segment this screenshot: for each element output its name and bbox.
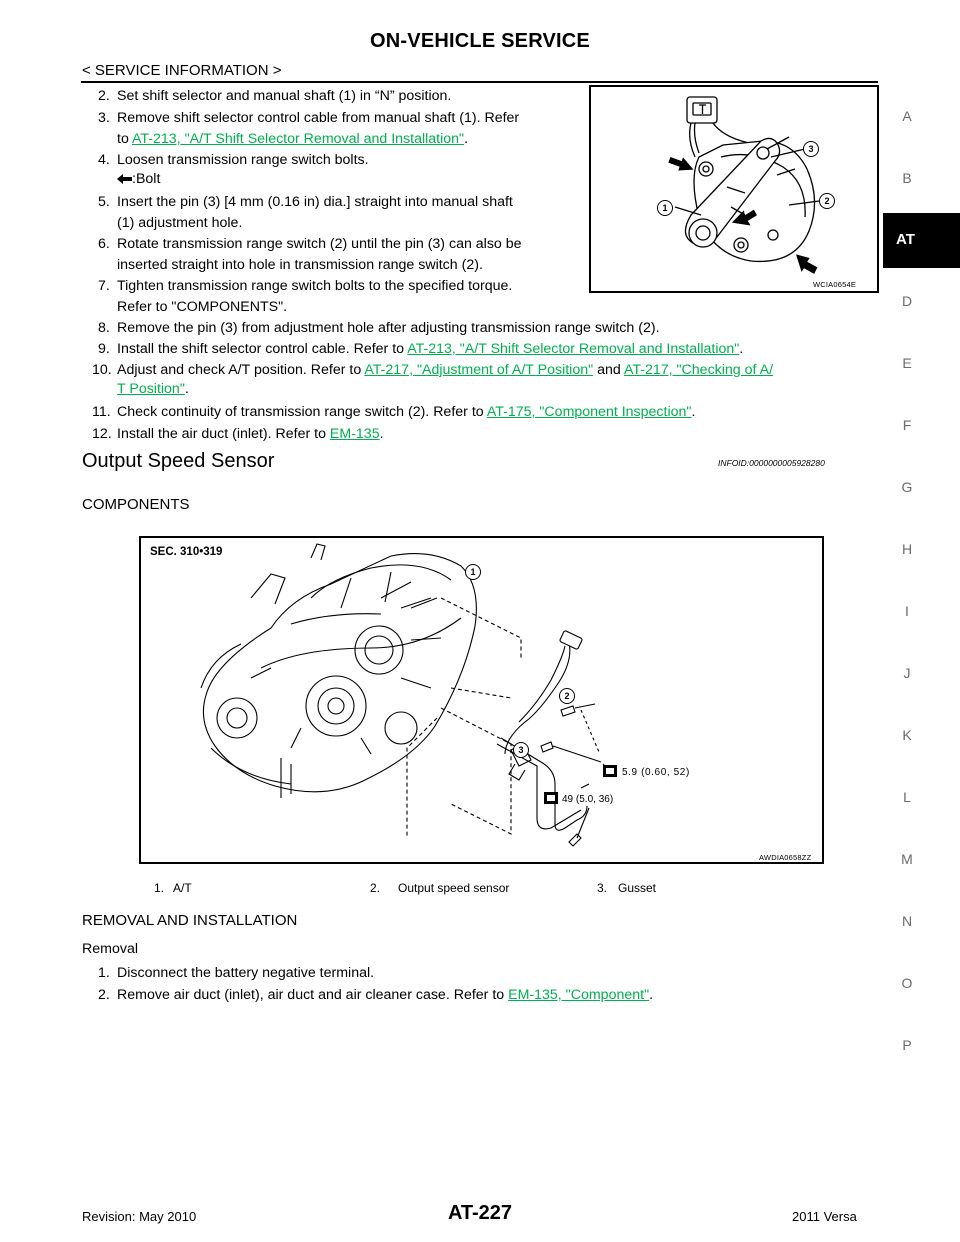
step-text-pre: Remove air duct (inlet), air duct and air cleaner case. Refer to <box>117 987 509 1003</box>
callout-2: 2 <box>819 193 835 209</box>
step-number: 5. <box>98 194 110 210</box>
step-number: 3. <box>98 110 110 126</box>
info-id: INFOID:0000000005928280 <box>718 458 825 468</box>
tab-k[interactable]: K <box>902 727 912 743</box>
figure-code: AWDIA0658ZZ <box>759 853 812 862</box>
step-number: 8. <box>98 320 110 336</box>
link-at-217-adjust[interactable]: AT-217, "Adjustment of A/T Position" <box>364 362 594 378</box>
step-text-post: . <box>691 404 696 420</box>
step-text <box>117 402 695 423</box>
removal-installation-heading: REMOVAL AND INSTALLATION <box>82 912 298 929</box>
step-text-pre: Adjust and check A/T position. Refer to <box>117 362 365 378</box>
step-text: Set shift selector and manual shaft (1) in “N” position. <box>117 88 452 104</box>
tab-l[interactable]: L <box>903 789 911 805</box>
tab-at-label: AT <box>896 231 915 248</box>
tab-j[interactable]: J <box>903 665 911 681</box>
step-text-line2 <box>117 129 468 150</box>
bolt-arrow-icon <box>117 174 132 184</box>
tab-o[interactable]: O <box>901 975 913 991</box>
link-at-217-check-cont[interactable]: T Position" <box>117 381 185 397</box>
tab-n[interactable]: N <box>901 913 913 929</box>
range-switch-illustration <box>589 85 879 293</box>
legend-number: 2. <box>370 881 381 895</box>
callout-3: 3 <box>513 742 529 758</box>
tab-p[interactable]: P <box>902 1037 912 1053</box>
step-text-line2: (1) adjustment hole. <box>117 215 243 231</box>
step-number: 1. <box>98 965 110 981</box>
components-illustration <box>139 536 824 864</box>
components-heading: COMPONENTS <box>82 496 190 513</box>
tab-h[interactable]: H <box>901 541 913 557</box>
step-text-post: . <box>184 381 189 397</box>
legend-number: 3. <box>597 881 608 895</box>
legend-label: Gusset <box>618 881 657 895</box>
step-text <box>117 339 743 360</box>
link-at-175[interactable]: AT-175, "Component Inspection" <box>486 404 692 420</box>
step-text-pre: Install the air duct (inlet). Refer to <box>117 426 330 442</box>
revision-date: Revision: May 2010 <box>82 1209 197 1224</box>
link-em-135-component[interactable]: EM-135, "Component" <box>508 987 650 1003</box>
tab-m[interactable]: M <box>901 851 913 867</box>
tab-at-active[interactable] <box>883 213 960 268</box>
step-text-mid: and <box>593 362 624 378</box>
step-text-line2: inserted straight into hole in transmission range switch (2). <box>117 257 483 273</box>
step-text: Loosen transmission range switch bolts. <box>117 152 369 168</box>
step-text <box>117 360 773 381</box>
tab-g[interactable]: G <box>901 479 913 495</box>
callout-1: 1 <box>465 564 481 580</box>
figure-code: WCIA0654E <box>813 280 857 289</box>
step-number: 2. <box>98 88 110 104</box>
range-switch-drawing <box>591 87 877 291</box>
link-at-217-check[interactable]: AT-217, "Checking of A/ <box>623 362 774 378</box>
tab-f[interactable]: F <box>902 417 912 433</box>
tab-e[interactable]: E <box>902 355 912 371</box>
page-title: ON-VEHICLE SERVICE <box>370 30 590 52</box>
link-at-213[interactable]: AT-213, "A/T Shift Selector Removal and Installation" <box>132 131 465 147</box>
tab-a[interactable]: A <box>902 108 912 124</box>
step-number: 11. <box>92 404 111 420</box>
step-text-post: . <box>379 426 384 442</box>
link-at-213-b[interactable]: AT-213, "A/T Shift Selector Removal and Installation" <box>407 341 740 357</box>
link-em-135[interactable]: EM-135 <box>329 426 380 442</box>
legend-label: A/T <box>173 881 192 895</box>
step-text <box>117 424 384 445</box>
page-number: AT-227 <box>447 1202 513 1224</box>
step-text: Insert the pin (3) [4 mm (0.16 in) dia.] straight into manual shaft <box>117 194 513 210</box>
step-number: 6. <box>98 236 110 252</box>
step-text-pre: Install the shift selector control cable. Refer to <box>117 341 408 357</box>
torque-bolt-sensor: 5.9 (0.60, 52) <box>622 767 690 778</box>
step-text: Remove the pin (3) from adjustment hole after adjusting transmission range switch (2). <box>117 320 660 336</box>
callout-1: 1 <box>657 200 673 216</box>
step-text-pre: to <box>117 131 132 147</box>
step-text-post: . <box>649 987 654 1003</box>
step-number: 4. <box>98 152 110 168</box>
transaxle-drawing <box>141 538 822 862</box>
step-number: 2. <box>98 987 110 1003</box>
tab-b[interactable]: B <box>902 170 912 186</box>
legend-label: Output speed sensor <box>398 881 510 895</box>
step-number: 9. <box>98 341 110 357</box>
step-number: 7. <box>98 278 110 294</box>
model-year: 2011 Versa <box>792 1209 857 1224</box>
tab-i[interactable]: I <box>905 603 909 619</box>
sec-number: SEC. 310•319 <box>150 546 223 558</box>
legend-item-2 <box>370 881 510 895</box>
step-text-post: . <box>739 341 744 357</box>
callout-3: 3 <box>803 141 819 157</box>
torque-bolt-gusset: 49 (5.0, 36) <box>562 794 614 805</box>
callout-2: 2 <box>559 688 575 704</box>
bolt-legend <box>117 169 160 190</box>
step-text: Rotate transmission range switch (2) until the pin (3) can also be <box>117 236 522 252</box>
bolt-legend-label: :Bolt <box>132 171 161 187</box>
step-number: 10. <box>92 362 112 378</box>
step-text-post: . <box>464 131 469 147</box>
step-text: Tighten transmission range switch bolts to the specified torque. <box>117 278 513 294</box>
step-text-pre: Check continuity of transmission range switch (2). Refer to <box>117 404 487 420</box>
step-text: Disconnect the battery negative terminal. <box>117 965 375 981</box>
tab-d[interactable]: D <box>901 293 913 309</box>
step-text <box>117 985 653 1006</box>
legend-number: 1. <box>154 881 165 895</box>
legend-item-3 <box>597 881 657 895</box>
legend-item-1 <box>154 881 192 895</box>
step-number: 12. <box>92 426 112 442</box>
section-title: Output Speed Sensor <box>82 450 275 472</box>
breadcrumb: < SERVICE INFORMATION > <box>82 62 282 79</box>
removal-subheading: Removal <box>82 941 138 957</box>
step-text-line2 <box>117 379 189 400</box>
step-text-line2: Refer to "COMPONENTS". <box>117 299 288 315</box>
header-divider <box>81 81 878 83</box>
step-text: Remove shift selector control cable from manual shaft (1). Refer <box>117 110 520 126</box>
